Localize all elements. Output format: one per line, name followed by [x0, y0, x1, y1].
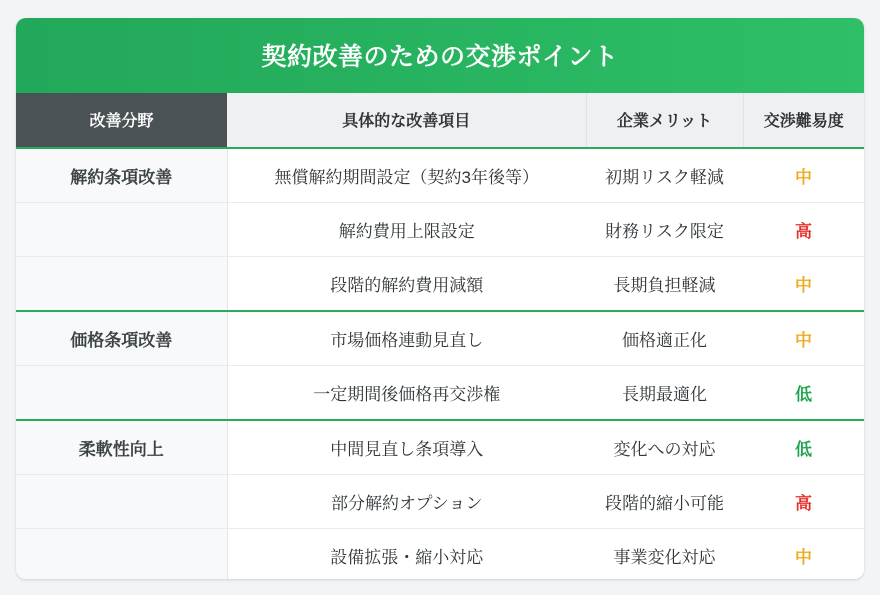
table-row	[16, 203, 864, 257]
column-header-difficulty: 交渉難易度	[743, 93, 864, 148]
column-header-merit: 企業メリット	[586, 93, 743, 148]
cell-difficulty: 中	[743, 148, 864, 203]
cell-merit: 変化への対応	[586, 420, 743, 475]
cell-category: 柔軟性向上	[16, 420, 227, 475]
column-header-category: 改善分野	[16, 93, 227, 148]
cell-merit: 長期負担軽減	[586, 257, 743, 312]
table-row	[16, 529, 864, 580]
table-row	[16, 420, 864, 475]
table-row	[16, 257, 864, 312]
cell-difficulty: 低	[743, 366, 864, 421]
negotiation-points-table	[16, 93, 864, 579]
cell-merit: 財務リスク限定	[586, 203, 743, 257]
column-header-item: 具体的な改善項目	[227, 93, 586, 148]
table-row	[16, 311, 864, 366]
cell-item: 部分解約オプション	[227, 475, 586, 529]
cell-category	[16, 529, 227, 580]
cell-item: 段階的解約費用減額	[227, 257, 586, 312]
cell-difficulty: 高	[743, 203, 864, 257]
cell-category: 解約条項改善	[16, 148, 227, 203]
table-body	[16, 148, 864, 579]
table-header-row	[16, 93, 864, 148]
cell-category	[16, 203, 227, 257]
cell-item: 解約費用上限設定	[227, 203, 586, 257]
table-card	[16, 18, 864, 579]
cell-merit: 初期リスク軽減	[586, 148, 743, 203]
table-row	[16, 148, 864, 203]
cell-category: 価格条項改善	[16, 311, 227, 366]
cell-difficulty: 高	[743, 475, 864, 529]
cell-merit: 段階的縮小可能	[586, 475, 743, 529]
cell-difficulty: 中	[743, 529, 864, 580]
cell-category	[16, 257, 227, 312]
cell-item: 一定期間後価格再交渉権	[227, 366, 586, 421]
cell-difficulty: 低	[743, 420, 864, 475]
cell-item: 中間見直し条項導入	[227, 420, 586, 475]
table-row	[16, 475, 864, 529]
cell-category	[16, 366, 227, 421]
cell-merit: 事業変化対応	[586, 529, 743, 580]
cell-item: 設備拡張・縮小対応	[227, 529, 586, 580]
cell-difficulty: 中	[743, 257, 864, 312]
table-row	[16, 366, 864, 421]
cell-item: 無償解約期間設定（契約3年後等）	[227, 148, 586, 203]
cell-item: 市場価格連動見直し	[227, 311, 586, 366]
table-header	[16, 93, 864, 148]
cell-merit: 長期最適化	[586, 366, 743, 421]
cell-difficulty: 中	[743, 311, 864, 366]
page-title: 契約改善のための交渉ポイント	[16, 18, 864, 93]
cell-category	[16, 475, 227, 529]
cell-merit: 価格適正化	[586, 311, 743, 366]
